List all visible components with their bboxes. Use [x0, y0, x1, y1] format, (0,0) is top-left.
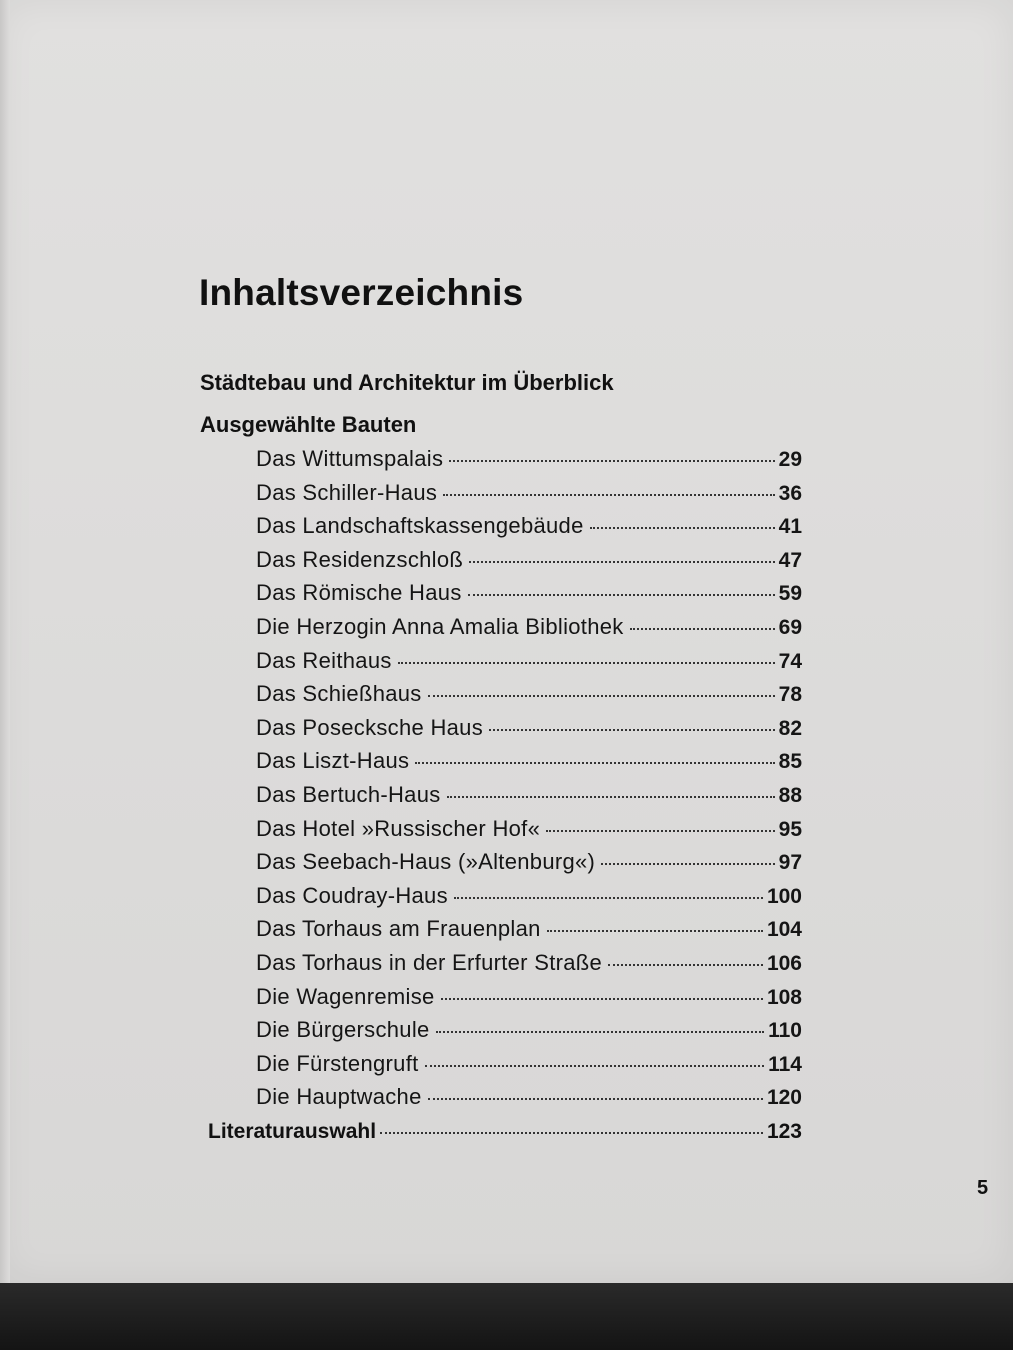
- toc-entry-label: Das Hotel »Russischer Hof«: [256, 815, 541, 841]
- toc-entry-bibliography: [208, 1120, 802, 1144]
- toc-entry-label: Das Posecksche Haus: [256, 714, 484, 740]
- toc-entry-label: Das Bertuch-Haus: [256, 781, 441, 807]
- toc-entry: [256, 1017, 802, 1051]
- dot-leader: [469, 561, 774, 563]
- dot-leader: [449, 460, 774, 462]
- toc-entry-label: Das Schießhaus: [256, 681, 422, 707]
- section-heading-selected-buildings: Ausgewählte Bauten: [200, 412, 417, 437]
- toc-entry-page: 47: [778, 548, 802, 572]
- dot-leader: [468, 594, 775, 596]
- dot-leader: [630, 628, 775, 630]
- toc-entry-label: Das Torhaus in der Erfurter Straße: [256, 949, 603, 975]
- toc-entry-label: Die Hauptwache: [256, 1084, 422, 1110]
- toc-entry-label: Das Landschaftskassengebäude: [256, 513, 584, 539]
- dot-leader: [546, 830, 775, 832]
- toc-entry-label: Die Bürgerschule: [256, 1017, 430, 1043]
- toc-entry-page: 78: [778, 683, 802, 707]
- dot-leader: [608, 964, 763, 966]
- background-surface: [0, 1283, 1013, 1350]
- toc-entry-label: Literaturauswahl: [208, 1120, 377, 1143]
- toc-entry-label: Das Torhaus am Frauenplan: [256, 916, 541, 942]
- toc-entry: [256, 715, 802, 749]
- dot-leader: [428, 1098, 763, 1100]
- toc-entry-page: 36: [778, 481, 802, 505]
- toc-entry: [256, 1051, 802, 1085]
- toc-entry-page: 59: [778, 582, 802, 606]
- toc-entry-label: Das Coudray-Haus: [256, 882, 448, 908]
- toc-entry: [256, 480, 802, 514]
- dot-leader: [454, 897, 763, 899]
- toc-entry: [256, 782, 802, 816]
- toc-entry-page: 106: [766, 951, 802, 975]
- dot-leader: [441, 998, 763, 1000]
- toc-entry-page: 110: [768, 1019, 802, 1043]
- toc-entry-label: Das Reithaus: [256, 647, 392, 673]
- toc-entry-page: 82: [778, 716, 802, 740]
- toc-entry: [256, 816, 802, 850]
- toc-entry-page: 120: [766, 1086, 802, 1110]
- page-number: 5: [977, 1177, 989, 1199]
- toc-entry: [256, 580, 802, 614]
- toc-entry: [256, 748, 802, 782]
- toc-entry-page: 95: [778, 817, 802, 841]
- dot-leader: [398, 662, 775, 664]
- toc-entry-page: 29: [778, 448, 802, 471]
- dot-leader: [380, 1132, 763, 1134]
- dot-leader: [489, 729, 775, 731]
- dot-leader: [601, 863, 774, 865]
- toc-entry: [256, 1084, 802, 1118]
- toc-entry-page: 85: [778, 750, 802, 774]
- toc-entry-page: 88: [778, 783, 802, 807]
- dot-leader: [443, 494, 774, 496]
- page-title: Inhaltsverzeichnis: [199, 272, 524, 313]
- toc-entry-label: Das Residenzschloß: [256, 546, 464, 572]
- toc-entry: [256, 849, 802, 883]
- dot-leader: [447, 796, 775, 798]
- toc-entry-label: Das Liszt-Haus: [256, 748, 410, 774]
- toc-entry: [256, 547, 802, 581]
- toc-entry: [256, 883, 802, 917]
- toc-entry: [256, 513, 802, 547]
- toc-entry: [256, 950, 802, 984]
- toc-entry: [256, 916, 802, 950]
- dot-leader: [425, 1065, 765, 1067]
- toc-list: [256, 446, 802, 1118]
- toc-entry-page: 114: [768, 1052, 802, 1076]
- toc-entry-page: 41: [778, 515, 802, 539]
- toc-entry: [256, 614, 802, 648]
- dot-leader: [415, 762, 774, 764]
- toc-entry-label: Die Wagenremise: [256, 983, 435, 1009]
- toc-entry-label: Die Herzogin Anna Amalia Bibliothek: [256, 613, 624, 639]
- toc-entry-page: 74: [778, 649, 802, 673]
- dot-leader: [428, 695, 775, 697]
- toc-entry-page: 97: [778, 851, 802, 875]
- dot-leader: [590, 527, 775, 529]
- toc-entry: [256, 446, 802, 480]
- dot-leader: [547, 930, 763, 932]
- toc-entry-label: Das Wittumspalais: [256, 446, 444, 471]
- toc-entry-page: 104: [766, 918, 802, 942]
- toc-entry-page: 108: [766, 985, 802, 1009]
- dot-leader: [436, 1031, 765, 1033]
- toc-entry-page: 100: [766, 884, 802, 908]
- toc-entry: [256, 984, 802, 1018]
- toc-entry: [256, 648, 802, 682]
- toc-entry-label: Das Schiller-Haus: [256, 479, 438, 505]
- toc-entry-label: Das Römische Haus: [256, 580, 462, 606]
- toc-entry-label: Die Fürstengruft: [256, 1050, 419, 1076]
- toc-entry-label: Das Seebach-Haus (»Altenburg«): [256, 849, 596, 875]
- toc-entry: [256, 681, 802, 715]
- page-edge: [0, 0, 10, 1283]
- toc-entry-page: 69: [778, 615, 802, 639]
- toc-entry-page: 123: [766, 1120, 802, 1143]
- section-heading-overview: Städtebau und Architektur im Überblick: [200, 370, 614, 395]
